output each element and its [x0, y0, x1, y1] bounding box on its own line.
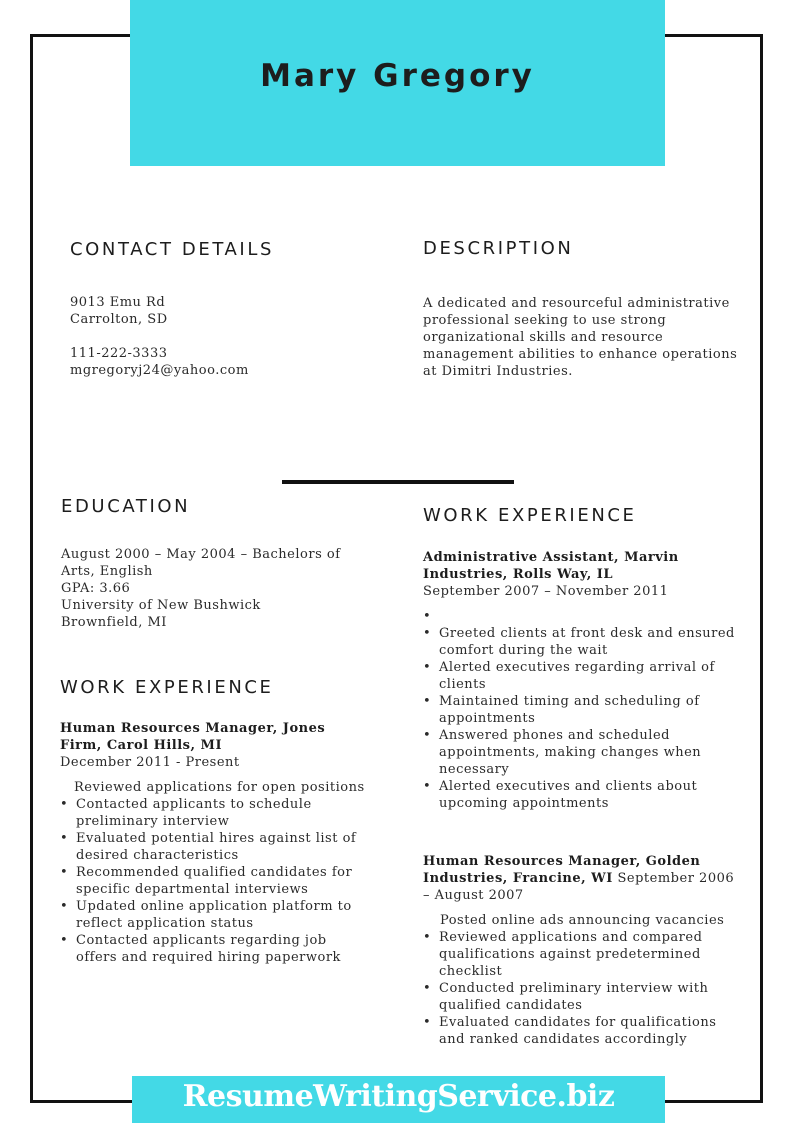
list-item: • Contacted applicants regarding job offers and required hiring paperwork: [60, 932, 370, 966]
list-item: • Evaluated candidates for qualifications and ranked candidates accordingly: [423, 1014, 745, 1048]
address-line-1: 9013 Emu Rd: [70, 295, 166, 310]
list-item: • Recommended qualified candidates for specific departmental interviews: [60, 864, 370, 898]
list-item: • Greeted clients at front desk and ensured comfort during the wait: [423, 625, 743, 659]
education-details: [61, 546, 361, 631]
education-degree: August 2000 – May 2004 – Bachelors of Arts, English: [61, 547, 341, 579]
contact-details: [70, 294, 370, 379]
section-divider: [282, 480, 514, 484]
candidate-name: Mary Gregory: [260, 58, 535, 94]
phone-number: 111-222-3333: [70, 346, 168, 361]
work-experience-heading-right: WORK EXPERIENCE: [423, 505, 637, 526]
description-text: A dedicated and resourceful administrative professional seeking to use strong organizational skills and resource management abilities to enhance operations at Dimitri Industries.: [423, 296, 738, 379]
job-entry: [60, 720, 370, 966]
job-dates: December 2011 - Present: [60, 755, 240, 770]
list-item: • Reviewed applications and compared qualifications against predetermined checklist: [423, 929, 745, 980]
list-item: • Alerted executives and clients about upcoming appointments: [423, 778, 743, 812]
job-dates: September 2007 – November 2011: [423, 584, 669, 599]
job-entry: [423, 549, 743, 812]
list-item: • Evaluated potential hires against list of desired characteristics: [60, 830, 370, 864]
education-location: Brownfield, MI: [61, 615, 167, 630]
job-title: Administrative Assistant, Marvin Industries, Rolls Way, IL: [423, 550, 679, 582]
education-gpa: GPA: 3.66: [61, 581, 131, 596]
list-item: • Updated online application platform to reflect application status: [60, 898, 370, 932]
footer-brand-link[interactable]: ResumeWritingService.biz: [182, 1079, 615, 1114]
job-title: Human Resources Manager, Golden Industries, Francine, WI: [423, 854, 701, 886]
list-item: • Contacted applicants to schedule preliminary interview: [60, 796, 370, 830]
job-title: Human Resources Manager, Jones Firm, Carol Hills, MI: [60, 721, 326, 753]
address-line-2: Carrolton, SD: [70, 312, 168, 327]
job-intro: Posted online ads announcing vacancies: [440, 913, 725, 928]
list-item: • Answered phones and scheduled appointments, making changes when necessary: [423, 727, 743, 778]
list-item: • Conducted preliminary interview with qualified candidates: [423, 980, 745, 1014]
work-experience-heading-left: WORK EXPERIENCE: [60, 677, 274, 698]
list-item: • Maintained timing and scheduling of appointments: [423, 693, 743, 727]
description-heading: DESCRIPTION: [423, 238, 574, 259]
job-duties: [423, 608, 743, 812]
list-item: [423, 608, 743, 625]
contact-heading: CONTACT DETAILS: [70, 239, 274, 260]
job-duties: [423, 929, 745, 1048]
education-heading: EDUCATION: [61, 496, 191, 517]
email-address: mgregoryj24@yahoo.com: [70, 363, 249, 378]
job-duties: [60, 796, 370, 966]
list-item: • Alerted executives regarding arrival of clients: [423, 659, 743, 693]
job-intro: Reviewed applications for open positions: [74, 780, 365, 795]
job-entry: [423, 853, 745, 1048]
job-dates: September 2006 – August 2007: [423, 871, 735, 903]
education-school: University of New Bushwick: [61, 598, 261, 613]
